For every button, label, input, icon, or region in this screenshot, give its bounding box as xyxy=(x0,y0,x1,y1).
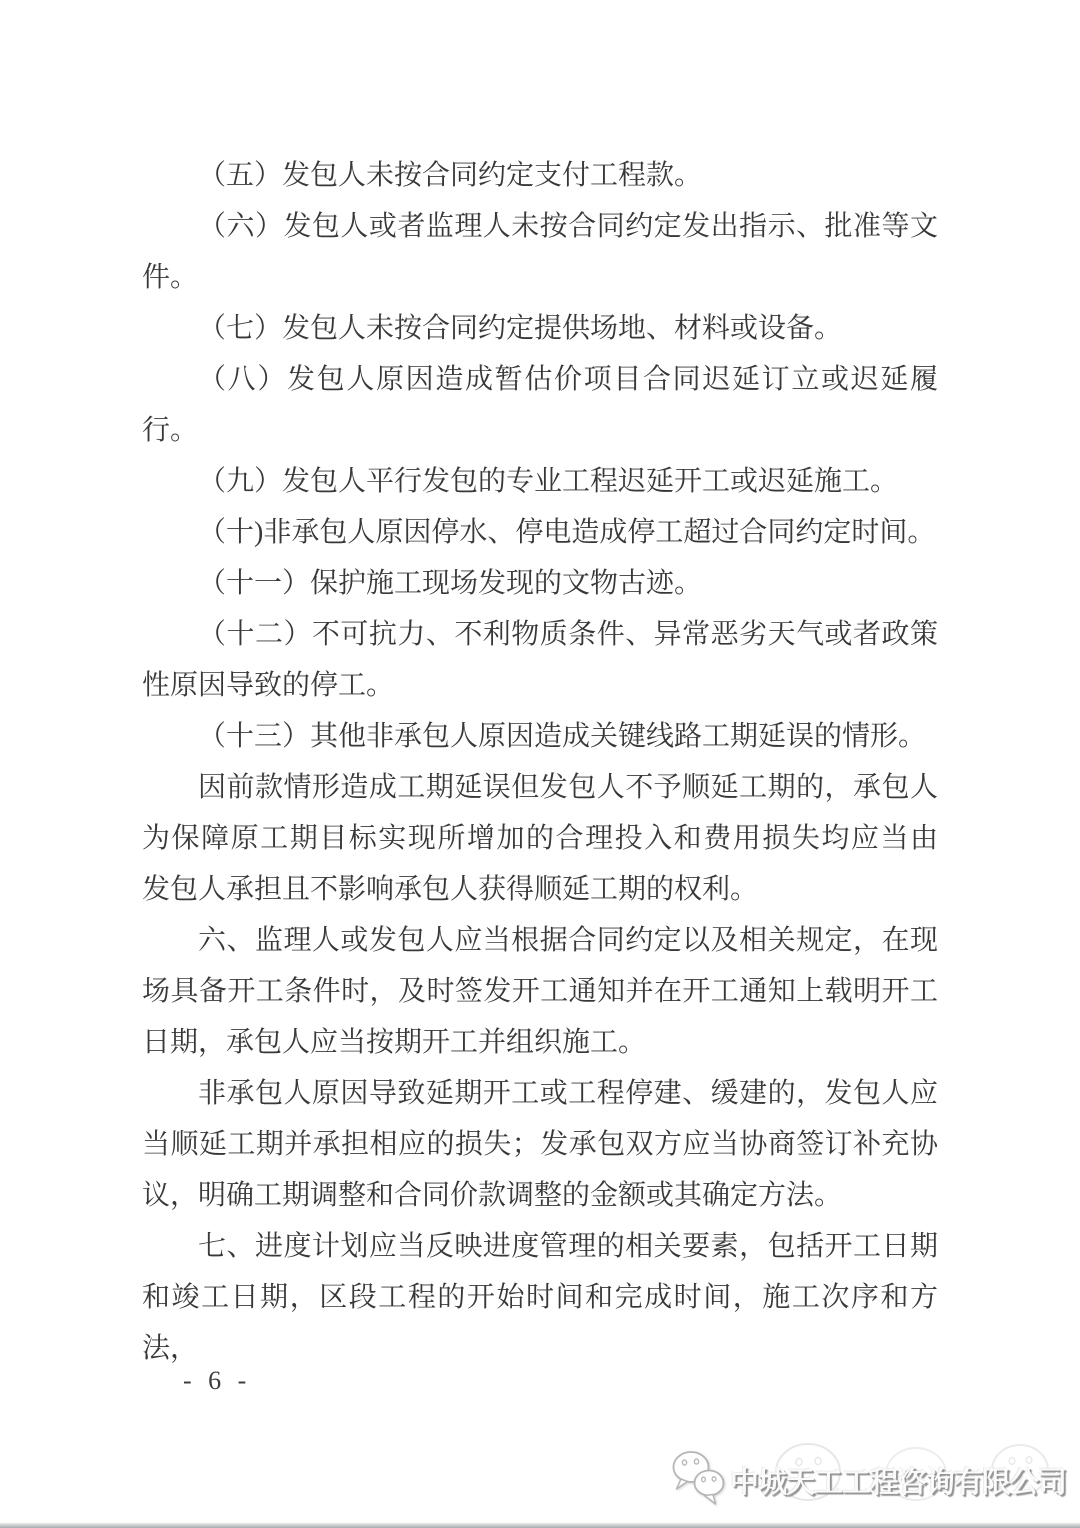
text-line: （七）发包人未按合同约定提供场地、材料或设备。 xyxy=(198,313,843,344)
text-line: （十一）保护施工现场发现的文物古迹。 xyxy=(198,568,703,599)
text-line: 因前款情形造成工期延误但发包人不予顺延工期的，承包人 xyxy=(198,772,938,803)
text-line: （八）发包人原因造成暂估价项目合同迟延订立或迟延履 xyxy=(198,364,938,395)
text-line: 件。 xyxy=(142,262,199,293)
text-line: 非承包人原因导致延期开工或工程停建、缓建的，发包人应 xyxy=(198,1078,938,1109)
text-line: 日期，承包人应当按期开工并组织施工。 xyxy=(142,1027,647,1058)
text-line: （十)非承包人原因停水、停电造成停工超过合同约定时间。 xyxy=(198,517,936,548)
text-line: 议，明确工期调整和合同价款调整的金额或其确定方法。 xyxy=(142,1180,843,1211)
text-line: （九）发包人平行发包的专业工程迟延开工或迟延施工。 xyxy=(198,466,899,497)
text-line: 性原因导致的停工。 xyxy=(142,670,395,701)
text-line: 行。 xyxy=(142,415,199,446)
scan-edge-line xyxy=(0,1523,1080,1528)
footer-watermark xyxy=(658,1434,1080,1524)
page-number: - 6 - xyxy=(183,1366,252,1395)
wechat-icon xyxy=(670,1448,728,1510)
text-line: （六）发包人或者监理人未按合同约定发出指示、批准等文 xyxy=(198,211,938,242)
text-line: （十三）其他非承包人原因造成关键线路工期延误的情形。 xyxy=(198,721,927,752)
text-line: 和竣工日期，区段工程的开始时间和完成时间，施工次序和方法， xyxy=(142,1282,938,1364)
text-line: 为保障原工期目标实现所增加的合理投入和费用损失均应当由 xyxy=(142,823,938,854)
text-line: 当顺延工期并承担相应的损失；发承包双方应当协商签订补充协 xyxy=(142,1129,938,1160)
text-line: 七、进度计划应当反映进度管理的相关要素，包括开工日期 xyxy=(198,1231,938,1262)
text-line: 场具备开工条件时，及时签发开工通知并在开工通知上载明开工 xyxy=(142,976,938,1007)
company-name: 中城天工工程咨询有限公司 xyxy=(730,1467,1067,1499)
document-body xyxy=(142,150,938,1364)
text-line: （十二）不可抗力、不利物质条件、异常恶劣天气或者政策 xyxy=(198,619,938,650)
text-line: 六、监理人或发包人应当根据合同约定以及相关规定，在现 xyxy=(198,925,938,956)
text-line: 发包人承担且不影响承包人获得顺延工期的权利。 xyxy=(142,874,759,905)
text-line: （五）发包人未按合同约定支付工程款。 xyxy=(198,160,703,191)
